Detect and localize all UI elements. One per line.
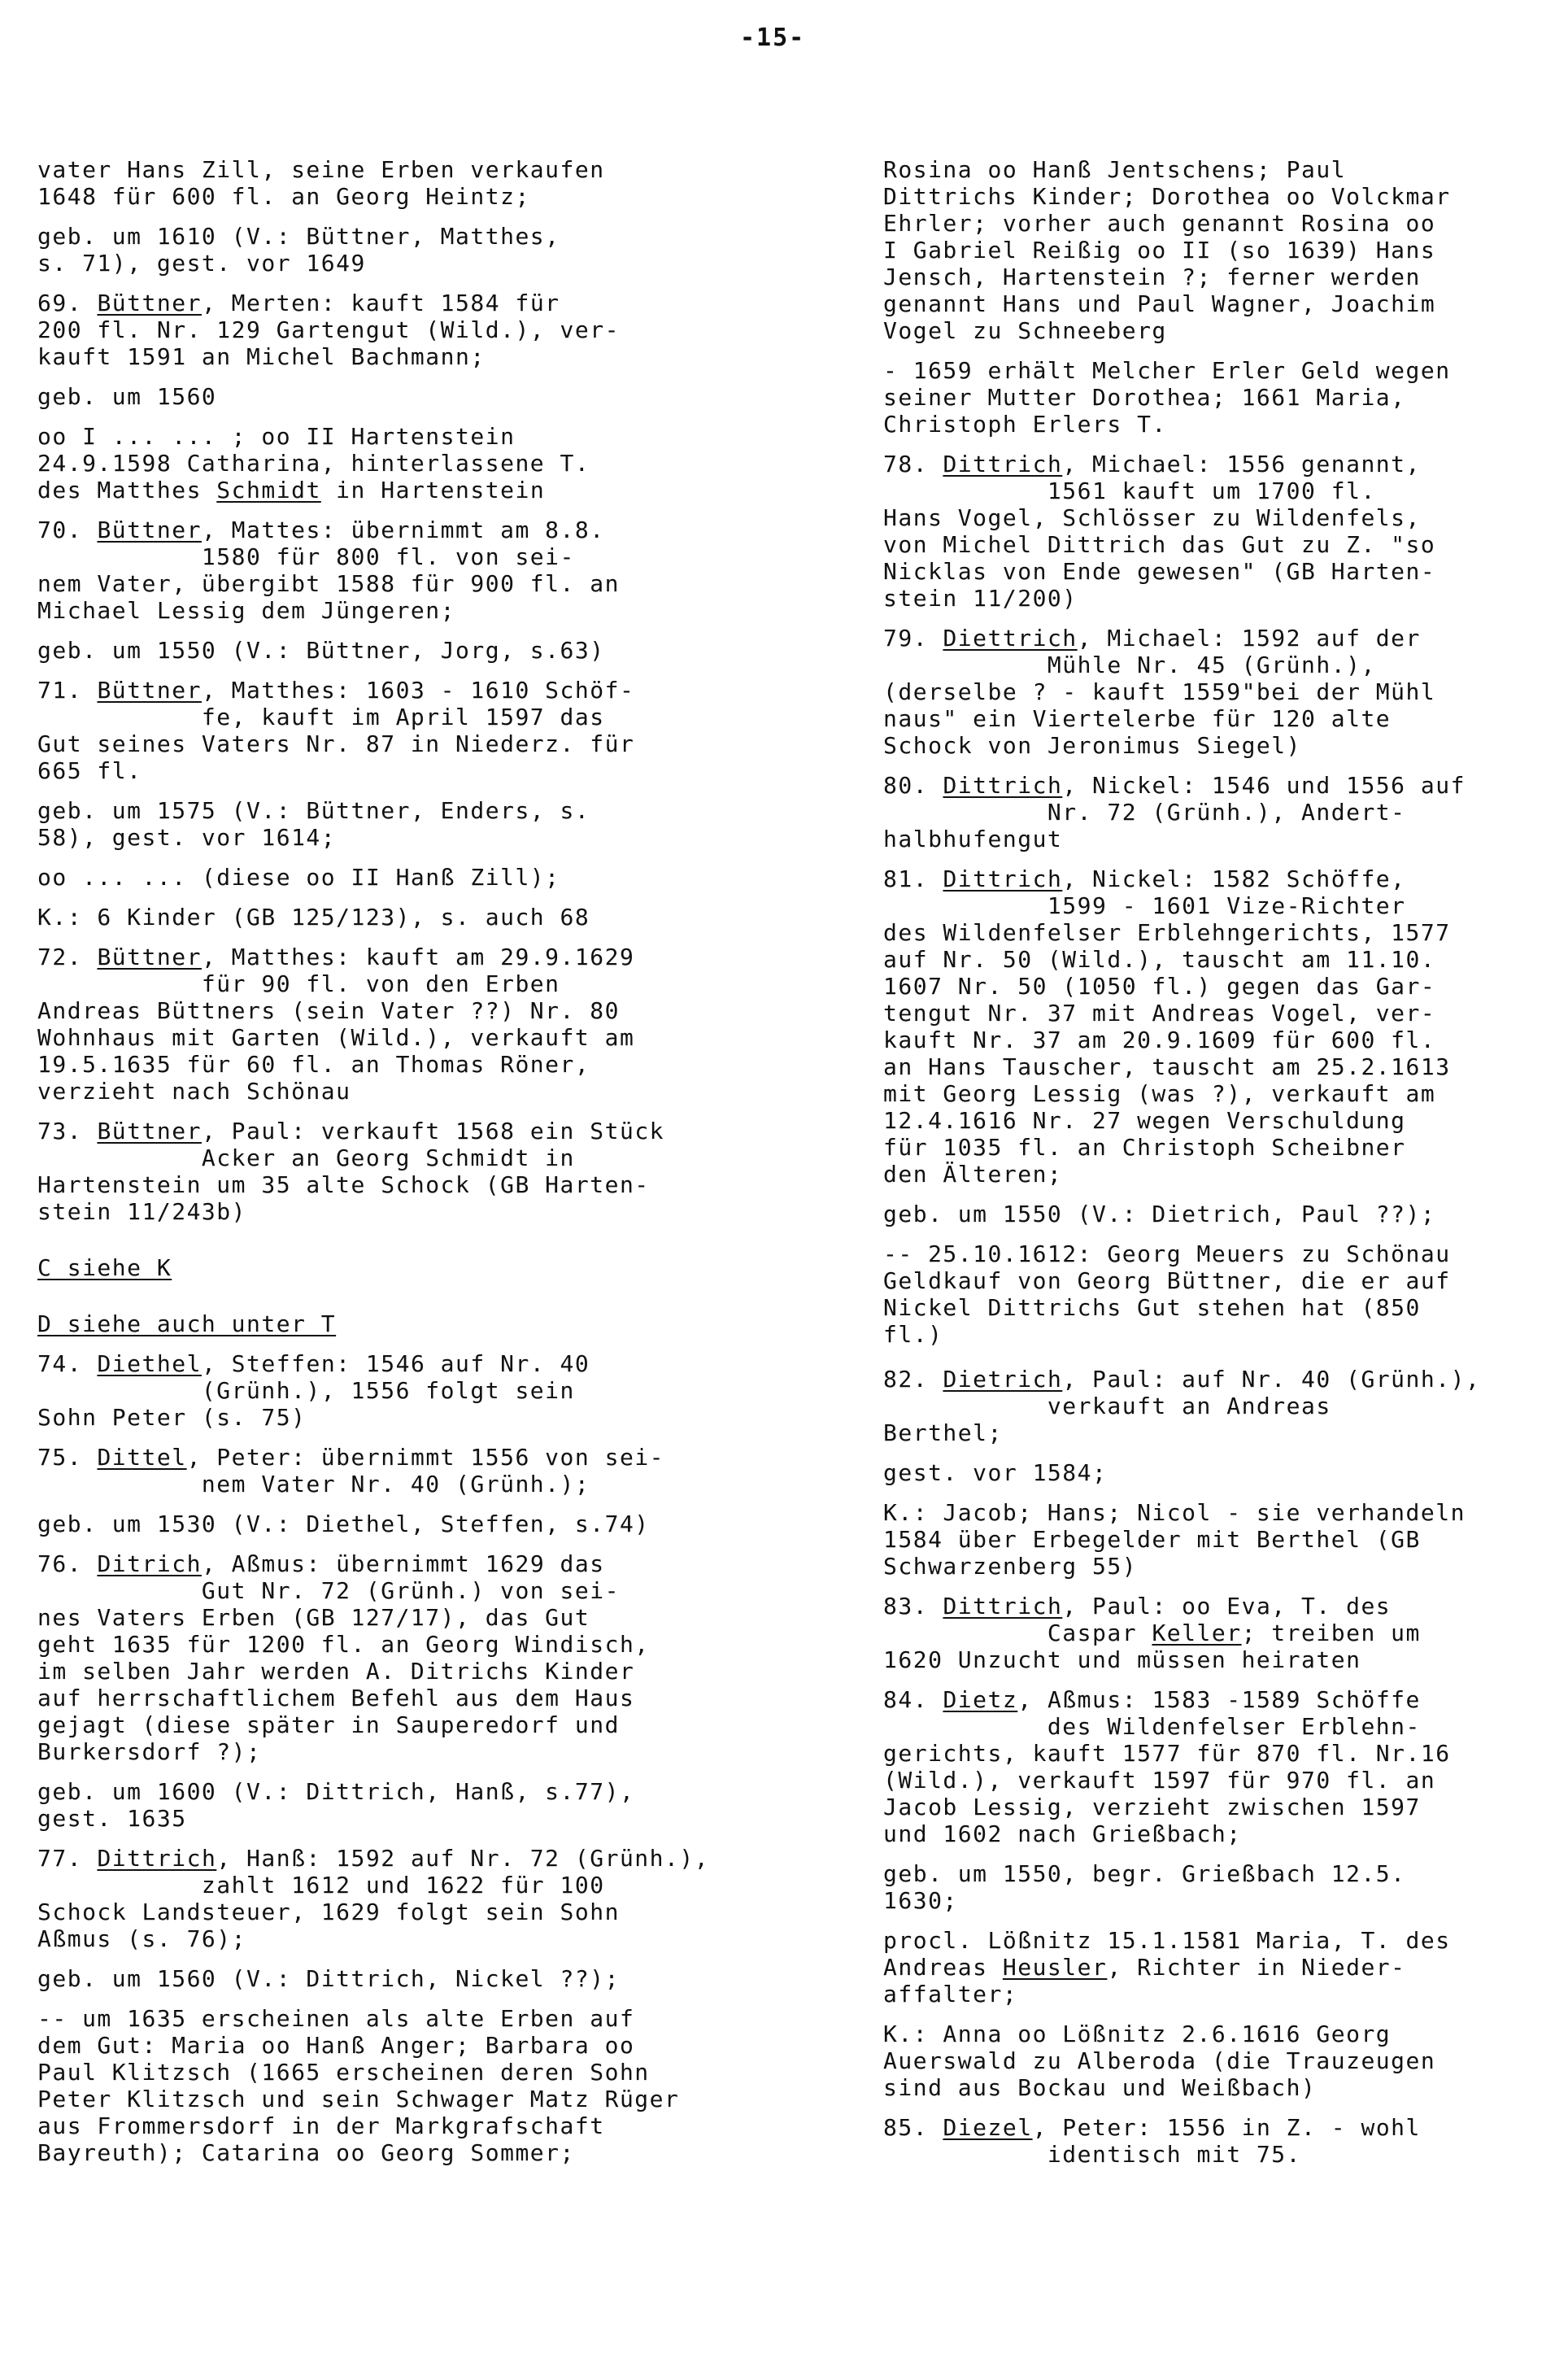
underlined-surname: Diethel	[97, 1350, 202, 1377]
text-line: vater Hans Zill, seine Erben verkaufen	[37, 156, 605, 183]
text-line: Andreas Büttners (sein Vater ??) Nr. 80	[37, 997, 620, 1024]
text-line: Andreas Heusler, Richter in Nieder-	[883, 1954, 1406, 1981]
text-line: gest. vor 1584;	[883, 1459, 1108, 1486]
text-paragraph	[37, 383, 786, 410]
text-paragraph	[883, 865, 1566, 1188]
underlined-surname: Büttner	[97, 1118, 202, 1144]
text-line	[37, 1310, 786, 1337]
text-line: stein 11/200)	[883, 585, 1078, 612]
text-line: Jacob Lessig, verzieht zwischen 1597	[883, 1794, 1421, 1820]
text-line: 85. Diezel, Peter: 1556 in Z. - wohl	[883, 2114, 1421, 2141]
text-paragraph	[37, 904, 786, 931]
text-line: 24.9.1598 Catharina, hinterlassene T.	[37, 450, 590, 477]
right-column	[883, 156, 1566, 2181]
text-paragraph	[883, 1201, 1566, 1227]
text-line: K.: Anna oo Lößnitz 2.6.1616 Georg	[883, 2021, 1392, 2047]
text-line: Vogel zu Schneeberg	[883, 317, 1167, 344]
text-paragraph	[37, 1778, 786, 1832]
text-line: Sohn Peter (s. 75)	[37, 1404, 307, 1431]
text-line: 58), gest. vor 1614;	[37, 824, 337, 851]
text-line: 79. Diettrich, Michael: 1592 auf der	[883, 625, 1421, 652]
text-line: 1620 Unzucht und müssen heiraten	[883, 1646, 1361, 1673]
text-paragraph	[37, 677, 786, 784]
text-line: -- um 1635 erscheinen als alte Erben auf	[37, 2005, 635, 2032]
text-paragraph	[883, 1927, 1566, 2008]
text-paragraph	[883, 357, 1566, 438]
text-line: geb. um 1560	[37, 383, 217, 410]
text-line: des Wildenfelser Erblehngerichts, 1577	[883, 919, 1451, 946]
text-line: zahlt 1612 und 1622 für 100	[37, 1872, 605, 1899]
text-line: 72. Büttner, Matthes: kauft am 29.9.1629	[37, 944, 635, 970]
left-column	[37, 156, 786, 2179]
text-paragraph	[37, 517, 786, 624]
text-line: I Gabriel Reißig oo II (so 1639) Hans	[883, 237, 1436, 264]
text-line: genannt Hans und Paul Wagner, Joachim	[883, 290, 1436, 317]
text-line: Schwarzenberg 55)	[883, 1553, 1138, 1580]
text-paragraph	[883, 1593, 1566, 1673]
text-line: 71. Büttner, Matthes: 1603 - 1610 Schöf-	[37, 677, 635, 704]
text-line: fe, kauft im April 1597 das	[37, 704, 605, 730]
text-line: 84. Dietz, Aßmus: 1583 -1589 Schöffe	[883, 1686, 1421, 1713]
text-paragraph	[883, 1459, 1566, 1486]
text-line: aus Frommersdorf in der Markgrafschaft	[37, 2112, 605, 2139]
text-line: 77. Dittrich, Hanß: 1592 auf Nr. 72 (Grünh.),	[37, 1845, 710, 1872]
text-paragraph	[37, 223, 786, 277]
text-line: 73. Büttner, Paul: verkauft 1568 ein Stück	[37, 1118, 665, 1144]
underlined-surname: Dittrich	[943, 772, 1063, 799]
text-line: identisch mit 75.	[883, 2141, 1302, 2168]
text-line	[37, 1254, 786, 1281]
text-line: im selben Jahr werden A. Ditrichs Kinder	[37, 1658, 635, 1685]
text-line: verzieht nach Schönau	[37, 1078, 351, 1105]
text-line: Bayreuth); Catarina oo Georg Sommer;	[37, 2139, 575, 2166]
text-line: 665 fl.	[37, 757, 142, 784]
text-line: seiner Mutter Dorothea; 1661 Maria,	[883, 384, 1406, 411]
text-line: 1561 kauft um 1700 fl.	[883, 477, 1376, 504]
text-line: geht 1635 für 1200 fl. an Georg Windisch,	[37, 1631, 650, 1658]
text-line: 80. Dittrich, Nickel: 1546 und 1556 auf	[883, 772, 1466, 799]
text-line: des Wildenfelser Erblehn-	[883, 1713, 1421, 1740]
text-line: geb. um 1530 (V.: Diethel, Steffen, s.74)	[37, 1511, 650, 1537]
text-paragraph	[37, 1965, 786, 1992]
text-line: Nickel Dittrichs Gut stehen hat (850	[883, 1294, 1421, 1321]
text-line: Caspar Keller; treiben um	[883, 1620, 1421, 1646]
underlined-surname: Diezel	[943, 2114, 1033, 2141]
text-paragraph	[883, 2114, 1566, 2168]
text-paragraph	[883, 451, 1566, 612]
text-line: dem Gut: Maria oo Hanß Anger; Barbara oo	[37, 2032, 635, 2059]
underlined-surname: Büttner	[97, 517, 202, 543]
text-line: des Matthes Schmidt in Hartenstein	[37, 477, 546, 504]
underlined-surname: Ditrich	[97, 1550, 202, 1577]
text-line: geb. um 1550 (V.: Dietrich, Paul ??);	[883, 1201, 1436, 1227]
text-line: Hans Vogel, Schlösser zu Wildenfels,	[883, 504, 1421, 531]
text-line: tengut Nr. 37 mit Andreas Vogel, ver-	[883, 1000, 1436, 1027]
text-line: s. 71), gest. vor 1649	[37, 250, 366, 277]
text-paragraph	[37, 944, 786, 1105]
underlined-surname: Diettrich	[943, 625, 1078, 652]
page-number: -15-	[740, 24, 806, 52]
text-paragraph	[37, 1550, 786, 1765]
text-line: nes Vaters Erben (GB 127/17), das Gut	[37, 1604, 590, 1631]
text-line: naus" ein Viertelerbe für 120 alte	[883, 705, 1392, 732]
underlined-surname: Dietrich	[943, 1366, 1063, 1393]
text-line: verkauft an Andreas	[883, 1393, 1331, 1419]
text-line: 1580 für 800 fl. von sei-	[37, 543, 575, 570]
underlined-surname: Dittel	[97, 1444, 187, 1471]
text-line: 75. Dittel, Peter: übernimmt 1556 von sei-	[37, 1444, 665, 1471]
text-paragraph	[37, 864, 786, 891]
text-line: Rosina oo Hanß Jentschens; Paul	[883, 156, 1347, 183]
section-heading	[37, 1254, 786, 1281]
text-line: (derselbe ? - kauft 1559"bei der Mühl	[883, 678, 1436, 705]
text-line: von Michel Dittrich das Gut zu Z. "so	[883, 531, 1436, 558]
text-line: und 1602 nach Grießbach;	[883, 1820, 1242, 1847]
text-line: auf herrschaftlichem Befehl aus dem Haus	[37, 1685, 635, 1711]
text-paragraph	[883, 2021, 1566, 2101]
text-line: oo I ... ... ; oo II Hartenstein	[37, 423, 516, 450]
text-line: Berthel;	[883, 1419, 1003, 1446]
text-paragraph	[37, 423, 786, 504]
text-line: 82. Dietrich, Paul: auf Nr. 40 (Grünh.),	[883, 1366, 1481, 1393]
text-line: Nr. 72 (Grünh.), Andert-	[883, 799, 1406, 826]
text-paragraph	[37, 1845, 786, 1952]
text-line: K.: Jacob; Hans; Nicol - sie verhandeln	[883, 1499, 1466, 1526]
text-line: sind aus Bockau und Weißbach)	[883, 2074, 1317, 2101]
text-line: Acker an Georg Schmidt in	[37, 1144, 575, 1171]
text-line: oo ... ... (diese oo II Hanß Zill);	[37, 864, 560, 891]
text-line: Christoph Erlers T.	[883, 411, 1167, 438]
text-line: Gut seines Vaters Nr. 87 in Niederz. für	[37, 730, 635, 757]
text-line: Schock von Jeronimus Siegel)	[883, 732, 1302, 759]
text-line: -- 25.10.1612: Georg Meuers zu Schönau	[883, 1240, 1451, 1267]
text-paragraph	[37, 2005, 786, 2166]
text-paragraph	[37, 1118, 786, 1225]
underlined-surname: Dittrich	[943, 1593, 1063, 1620]
underlined-surname: C siehe K	[37, 1254, 172, 1281]
text-line: Dittrichs Kinder; Dorothea oo Volckmar	[883, 183, 1451, 210]
text-line: geb. um 1610 (V.: Büttner, Matthes,	[37, 223, 560, 250]
text-line: geb. um 1550, begr. Grießbach 12.5.	[883, 1860, 1406, 1887]
text-paragraph	[37, 797, 786, 851]
underlined-surname: Dittrich	[943, 865, 1063, 892]
text-line: nem Vater Nr. 40 (Grünh.);	[37, 1471, 590, 1498]
underlined-surname: Dittrich	[943, 451, 1063, 477]
underlined-surname: Keller	[1152, 1620, 1242, 1646]
text-paragraph	[883, 1499, 1566, 1580]
text-line: - 1659 erhält Melcher Erler Geld wegen	[883, 357, 1451, 384]
text-line: Aßmus (s. 76);	[37, 1925, 247, 1952]
text-line: stein 11/243b)	[37, 1198, 247, 1225]
text-line: an Hans Tauscher, tauscht am 25.2.1613	[883, 1053, 1451, 1080]
text-paragraph	[883, 1686, 1566, 1847]
underlined-surname: Büttner	[97, 290, 202, 316]
text-line: nem Vater, übergibt 1588 für 900 fl. an	[37, 570, 620, 597]
text-line: (Wild.), verkauft 1597 für 970 fl. an	[883, 1767, 1436, 1794]
text-line: 78. Dittrich, Michael: 1556 genannt,	[883, 451, 1421, 477]
text-line: Michael Lessig dem Jüngeren;	[37, 597, 456, 624]
text-line: gest. 1635	[37, 1805, 187, 1832]
text-paragraph	[883, 772, 1566, 852]
text-line: auf Nr. 50 (Wild.), tauscht am 11.10.	[883, 946, 1436, 973]
underlined-surname: Dittrich	[97, 1845, 217, 1872]
underlined-surname: Heusler	[1002, 1954, 1108, 1981]
text-line: procl. Lößnitz 15.1.1581 Maria, T. des	[883, 1927, 1451, 1954]
text-line: 1648 für 600 fl. an Georg Heintz;	[37, 183, 530, 210]
section-heading	[37, 1310, 786, 1337]
underlined-surname: Büttner	[97, 944, 202, 970]
text-paragraph	[883, 1860, 1566, 1914]
text-paragraph	[37, 637, 786, 664]
text-line: 12.4.1616 Nr. 27 wegen Verschuldung	[883, 1107, 1406, 1134]
text-paragraph	[883, 1240, 1566, 1348]
text-paragraph	[37, 1350, 786, 1431]
text-line: Burkersdorf ?);	[37, 1738, 262, 1765]
text-line: Schock Landsteuer, 1629 folgt sein Sohn	[37, 1899, 620, 1925]
text-line: kauft Nr. 37 am 20.9.1609 für 600 fl.	[883, 1027, 1436, 1053]
text-line: gerichts, kauft 1577 für 870 fl. Nr.16	[883, 1740, 1451, 1767]
text-line: Gut Nr. 72 (Grünh.) von sei-	[37, 1577, 620, 1604]
text-line: 76. Ditrich, Aßmus: übernimmt 1629 das	[37, 1550, 605, 1577]
text-line: fl.)	[883, 1321, 943, 1348]
text-line: 69. Büttner, Merten: kauft 1584 für	[37, 290, 560, 316]
text-line: (Grünh.), 1556 folgt sein	[37, 1377, 575, 1404]
text-line: Hartenstein um 35 alte Schock (GB Harten-	[37, 1171, 650, 1198]
text-line: 1599 - 1601 Vize-Richter	[883, 892, 1406, 919]
text-paragraph	[37, 156, 786, 210]
text-line: 70. Büttner, Mattes: übernimmt am 8.8.	[37, 517, 605, 543]
underlined-surname: Dietz	[943, 1686, 1018, 1713]
text-line: Nicklas von Ende gewesen" (GB Harten-	[883, 558, 1436, 585]
text-paragraph	[883, 156, 1566, 344]
text-line: Ehrler; vorher auch genannt Rosina oo	[883, 210, 1436, 237]
text-line: mit Georg Lessig (was ?), verkauft am	[883, 1080, 1436, 1107]
text-line: Peter Klitzsch und sein Schwager Matz Rüger	[37, 2086, 680, 2112]
text-line: Mühle Nr. 45 (Grünh.),	[883, 652, 1376, 678]
text-paragraph	[883, 625, 1566, 759]
text-line: Paul Klitzsch (1665 erscheinen deren Sohn	[37, 2059, 650, 2086]
text-line: 200 fl. Nr. 129 Gartengut (Wild.), ver-	[37, 316, 620, 343]
text-paragraph	[37, 1511, 786, 1537]
text-line: halbhufengut	[883, 826, 1063, 852]
text-line: geb. um 1600 (V.: Dittrich, Hanß, s.77),	[37, 1778, 635, 1805]
text-line: K.: 6 Kinder (GB 125/123), s. auch 68	[37, 904, 590, 931]
text-line: 81. Dittrich, Nickel: 1582 Schöffe,	[883, 865, 1406, 892]
text-line: den Älteren;	[883, 1161, 1063, 1188]
text-line: für 1035 fl. an Christoph Scheibner	[883, 1134, 1406, 1161]
underlined-surname: Büttner	[97, 677, 202, 704]
text-paragraph	[883, 1366, 1566, 1446]
underlined-surname: D siehe auch unter T	[37, 1310, 337, 1337]
text-line: gejagt (diese später in Sauperedorf und	[37, 1711, 620, 1738]
text-line: 1607 Nr. 50 (1050 fl.) gegen das Gar-	[883, 973, 1436, 1000]
text-line: 74. Diethel, Steffen: 1546 auf Nr. 40	[37, 1350, 590, 1377]
text-line: 1630;	[883, 1887, 958, 1914]
text-line: geb. um 1560 (V.: Dittrich, Nickel ??);	[37, 1965, 620, 1992]
text-line: Geldkauf von Georg Büttner, die er auf	[883, 1267, 1451, 1294]
text-line: 19.5.1635 für 60 fl. an Thomas Röner,	[37, 1051, 590, 1078]
text-line: affalter;	[883, 1981, 1018, 2008]
text-paragraph	[37, 1444, 786, 1498]
underlined-surname: Schmidt	[216, 477, 321, 504]
text-line: Jensch, Hartenstein ?; ferner werden	[883, 264, 1421, 290]
text-line: kauft 1591 an Michel Bachmann;	[37, 343, 486, 370]
text-line: Wohnhaus mit Garten (Wild.), verkauft am	[37, 1024, 635, 1051]
text-line: 1584 über Erbegelder mit Berthel (GB	[883, 1526, 1421, 1553]
text-line: geb. um 1575 (V.: Büttner, Enders, s.	[37, 797, 590, 824]
text-line: geb. um 1550 (V.: Büttner, Jorg, s.63)	[37, 637, 605, 664]
text-paragraph	[37, 290, 786, 370]
text-line: 83. Dittrich, Paul: oo Eva, T. des	[883, 1593, 1392, 1620]
text-line: Auerswald zu Alberoda (die Trauzeugen	[883, 2047, 1436, 2074]
text-line: für 90 fl. von den Erben	[37, 970, 560, 997]
